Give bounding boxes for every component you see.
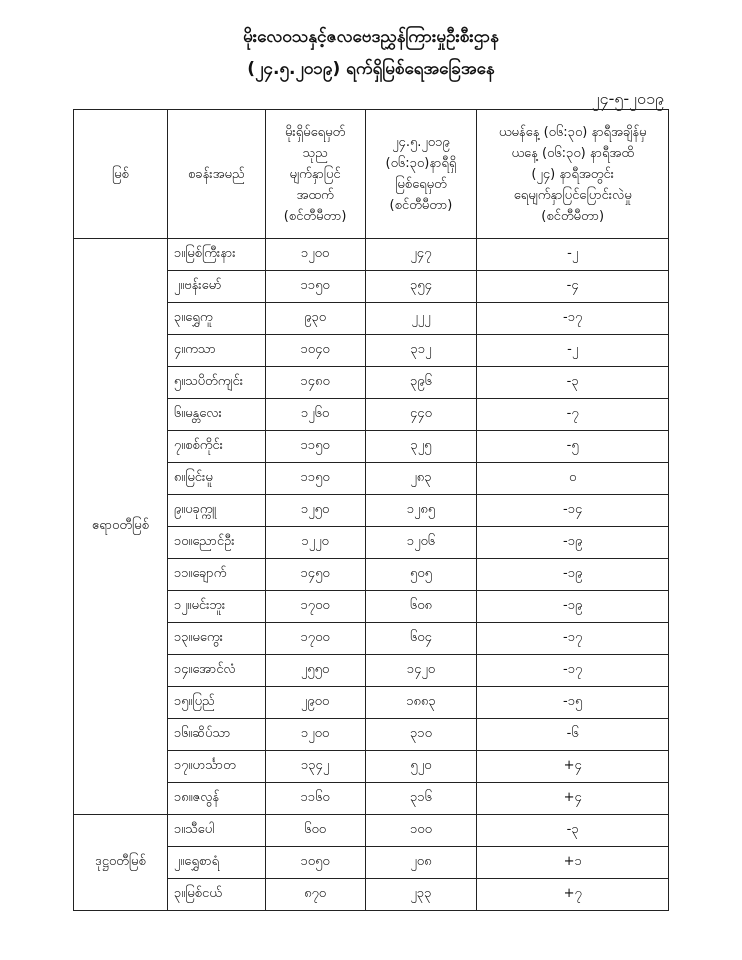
today-level-cell: ၃၁၆ — [365, 783, 477, 815]
station-cell: ၁၁။ချောက် — [167, 559, 265, 591]
station-cell: ၁၃။မကွေး — [167, 623, 265, 655]
normal-level-cell: ၁၇၀၀ — [265, 591, 365, 623]
today-level-cell: ၃၁၂ — [365, 335, 477, 367]
normal-level-cell: ၁၁၅၀ — [265, 431, 365, 463]
change-cell: -၁၉ — [477, 591, 669, 623]
today-level-cell: ၂၂၂ — [365, 303, 477, 335]
change-cell: -၇ — [477, 399, 669, 431]
normal-level-cell: ၁၃၄၂ — [265, 751, 365, 783]
header-line: ယမန်နေ့ (၀၆:၃၀) နာရီအချိန်မှ — [498, 124, 647, 140]
header-river: မြစ် — [74, 110, 168, 239]
normal-level-cell: ၁၀၅၀ — [265, 847, 365, 879]
station-cell: ၁။သီပေါ — [167, 815, 265, 847]
station-cell: ၃။ရွှေကူ — [167, 303, 265, 335]
today-level-cell: ၃၅၄ — [365, 271, 477, 303]
normal-level-cell: ၈၇၀ — [265, 879, 365, 911]
header-line: မျက်နှာပြင် — [289, 166, 341, 182]
header-line: ယနေ့ (၀၆:၃၀) နာရီအထိ — [511, 145, 634, 161]
normal-level-cell: ၁၁၅၀ — [265, 271, 365, 303]
station-cell: ၆။မန္တလေး — [167, 399, 265, 431]
station-cell: ၄။ကသာ — [167, 335, 265, 367]
change-cell: -၁၉ — [477, 559, 669, 591]
normal-level-cell: ၁၂၆၀ — [265, 399, 365, 431]
station-cell: ၁၂။မင်းဘူး — [167, 591, 265, 623]
change-cell: -၆ — [477, 719, 669, 751]
change-cell: -၁၉ — [477, 527, 669, 559]
station-cell: ၁၄။အောင်လံ — [167, 655, 265, 687]
header-line: (စင်တီမီတာ) — [283, 208, 347, 224]
header-line: ၂၄.၅.၂၀၁၉ — [392, 135, 450, 150]
today-level-cell: ၁၈၈၃ — [365, 687, 477, 719]
normal-level-cell: ၁၄၈၀ — [265, 367, 365, 399]
today-level-cell: ၄၄၀ — [365, 399, 477, 431]
header-line: (၀၆:၃၀)နာရီရှိ — [385, 156, 457, 171]
today-level-cell: ၃၂၅ — [365, 431, 477, 463]
today-level-cell: ၁၀၀ — [365, 815, 477, 847]
normal-level-cell: ၁၂၀၀ — [265, 239, 365, 271]
normal-level-cell: ၁၂၅၀ — [265, 495, 365, 527]
today-level-cell: ၂၀၈ — [365, 847, 477, 879]
station-cell: ၂။ဗန်းမော် — [167, 271, 265, 303]
station-cell: ၁၇။ဟင်္သာတ — [167, 751, 265, 783]
change-cell: -၂ — [477, 335, 669, 367]
today-level-cell: ၂၄၇ — [365, 239, 477, 271]
header-normal-level — [265, 110, 365, 239]
today-level-cell: ၆၀၄ — [365, 623, 477, 655]
normal-level-cell: ၁၂၀၀ — [265, 719, 365, 751]
header-line: ရေမျက်နှာပြင်ပြောင်းလဲမှု — [513, 187, 632, 203]
river-name-cell: ဧရာဝတီမြစ် — [74, 239, 168, 815]
normal-level-cell: ၁၀၄၀ — [265, 335, 365, 367]
station-cell: ၈။မြင်းမူ — [167, 463, 265, 495]
change-cell: +၄ — [477, 783, 669, 815]
change-cell: +၁ — [477, 847, 669, 879]
page-title: မိုးလေဝသနှင့်ဇလဗေဒညွှန်ကြားမှုဦးစီးဌာန — [243, 27, 499, 47]
header-station: စခန်းအမည် — [167, 110, 265, 239]
change-cell: -၄ — [477, 271, 669, 303]
station-cell: ၂။ရွှေစာရံ — [167, 847, 265, 879]
today-level-cell: ၂၈၃ — [365, 463, 477, 495]
change-cell: -၁၇ — [477, 623, 669, 655]
change-cell: -၃ — [477, 367, 669, 399]
station-cell: ၁။မြစ်ကြီးနား — [167, 239, 265, 271]
normal-level-cell: ၁၁၅၀ — [265, 463, 365, 495]
change-cell: ၀ — [477, 463, 669, 495]
change-cell: -၁၇ — [477, 655, 669, 687]
header-line: (စင်တီမီတာ) — [541, 208, 605, 224]
today-level-cell: ၃၉၆ — [365, 367, 477, 399]
change-cell: -၅ — [477, 431, 669, 463]
header-24h-change — [477, 110, 669, 239]
table-header-row — [74, 110, 669, 239]
normal-level-cell: ၂၅၅၀ — [265, 655, 365, 687]
normal-level-cell: ၆၀၀ — [265, 815, 365, 847]
normal-level-cell: ၁၄၅၀ — [265, 559, 365, 591]
station-cell: ၁၅။ပြည် — [167, 687, 265, 719]
change-cell: -၁၄ — [477, 495, 669, 527]
today-level-cell: ၁၂၀၆ — [365, 527, 477, 559]
station-cell: ၃။မြစ်ငယ် — [167, 879, 265, 911]
normal-level-cell: ၁၇၀၀ — [265, 623, 365, 655]
change-cell: -၃ — [477, 815, 669, 847]
station-cell: ၁၆။ဆိပ်သာ — [167, 719, 265, 751]
station-cell: ၁၀။ညောင်ဦး — [167, 527, 265, 559]
change-cell: +၄ — [477, 751, 669, 783]
today-level-cell: ၅၀၅ — [365, 559, 477, 591]
table-row — [74, 239, 669, 271]
change-cell: -၂ — [477, 239, 669, 271]
today-level-cell: ၁၄၂၀ — [365, 655, 477, 687]
river-name-cell: ဒုဋ္ဌဝတီမြစ် — [74, 815, 168, 911]
change-cell: +၇ — [477, 879, 669, 911]
station-cell: ၉။ပခုက္ကူ — [167, 495, 265, 527]
today-level-cell: ၁၂၈၅ — [365, 495, 477, 527]
station-cell: ၇။စစ်ကိုင်း — [167, 431, 265, 463]
header-today-level — [365, 110, 477, 239]
station-cell: ၁၈။ဇလွန် — [167, 783, 265, 815]
change-cell: -၁၅ — [477, 687, 669, 719]
normal-level-cell: ၁၁၆၀ — [265, 783, 365, 815]
normal-level-cell: ၂၉၀၀ — [265, 687, 365, 719]
today-level-cell: ၆၀၈ — [365, 591, 477, 623]
header-line: အထက် — [296, 187, 334, 203]
today-level-cell: ၂၃၃ — [365, 879, 477, 911]
report-date: ၂၄-၅-၂၀၁၉ — [591, 89, 664, 108]
today-level-cell: ၃၁၀ — [365, 719, 477, 751]
header-line: (စင်တီမီတာ) — [389, 198, 453, 213]
header-line: မြစ်ရေမှတ် — [395, 177, 447, 192]
river-level-table — [73, 109, 669, 911]
header-line: (၂၄) နာရီအတွင်း — [531, 166, 614, 182]
header-line: သုည — [302, 145, 328, 161]
header-line: မိုးရှိမ်ရေမှတ် — [284, 124, 346, 140]
normal-level-cell: ၁၂၂၀ — [265, 527, 365, 559]
page-subtitle: (၂၄.၅.၂၀၁၉) ရက်ရှိမြစ်ရေအခြေအနေ — [247, 59, 495, 79]
today-level-cell: ၅၂၀ — [365, 751, 477, 783]
normal-level-cell: ၉၃၀ — [265, 303, 365, 335]
change-cell: -၁၇ — [477, 303, 669, 335]
table-row — [74, 815, 669, 847]
station-cell: ၅။သပိတ်ကျင်း — [167, 367, 265, 399]
